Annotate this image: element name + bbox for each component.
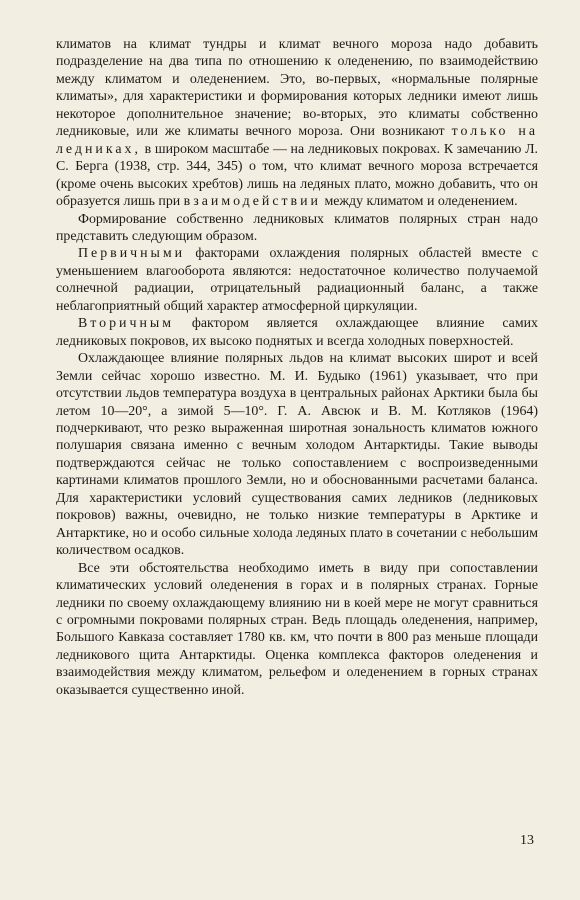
- spaced-emphasis: взаимодействии: [183, 194, 321, 210]
- paragraph-3: [56, 245, 538, 315]
- text-run: факторами охлаждения полярных областей вместе с уменьшением влагооборота являются: недостаточное количество получаемой солнечной радиации, отрицательный радиационный баланс, а также неблагоприятный общий характер атмосферной циркуляции.: [56, 246, 538, 314]
- text-run: Охлаждающее влияние полярных льдов на климат высоких широт и всей Земли сейчас хорошо известно. М. И. Будыко (1961) указывает, что при отсутствии льдов температура воздуха в центральных районах Арктики была бы летом 10—20°, а зимой 5—10°. Г. А. Авсюк и В. М. Котляков (1964) подчеркивают, что резко выраженная широтная зональность климатов южного полушария связана именно с вечным холодом Антарктиды. Такие выводы подтверждаются сейчас не только сопоставлением с воспроизведенными картинами климатов прошлого Земли, но и обоснованными расчетами баланса. Для характеристики условий существования самих ледников (ледниковых покровов) важны, очевидно, не только низкие температуры в Арктике и Антарктике, но и особо сильные холода ледяных плато в сочетании с небольшим количеством осадков.: [56, 351, 538, 559]
- paragraph-1: [56, 36, 538, 211]
- spaced-emphasis: Первичными: [78, 246, 186, 262]
- body-text: [56, 36, 538, 699]
- paragraph-6: [56, 560, 538, 700]
- text-run: климатов на климат тундры и климат вечного мороза надо добавить подразделение на два типа по отношению к оледенению, по взаимодействию между климатом и оледенением. Это, во-первых, «нормальные полярные климаты», для характеристики и формирования которых ледники имеют лишь некоторое дополнительное значение; во-вторых, это климаты собственно ледниковые, или же климаты вечного мороза. Они возникают: [56, 37, 538, 140]
- text-run: Все эти обстоятельства необходимо иметь в виду при сопоставлении климатических условий оледенения в горах и в полярных странах. Горные ледники по своему охлаждающему влиянию ни в коей мере не могут сравниться с огромными покровами полярных стран. Ведь площадь оледенения, например, Большого Кавказа составляет 1780 кв. км, что почти в 800 раз меньше площади ледникового щита Антарктиды. Оценка комплекса факторов оледенения и взаимодействия между климатом, рельефом и оледенением в горных странах оказывается существенно иной.: [56, 560, 538, 698]
- text-run: Формирование собственно ледниковых климатов полярных стран надо представить следующим образом.: [56, 211, 538, 244]
- page-number: 13: [520, 833, 534, 848]
- text-run: в широком масштабе — на ледниковых покровах. К замечанию Л. С. Берга (1938, стр. 344, 345) о том, что климат вечного мороза встречается (кроме очень высоких хребтов) лишь на ледяных плато, можно добавить, что он образуется лишь при: [56, 141, 538, 210]
- text-run: между климатом и оледенением.: [320, 194, 518, 210]
- text-run: фактором является охлаждающее влияние самих ледниковых покровов, их высоко поднятых и всегда холодных поверхностей.: [56, 316, 538, 349]
- paragraph-2: [56, 211, 538, 246]
- spaced-emphasis: Вторичным: [78, 316, 175, 332]
- paragraph-5: [56, 350, 538, 559]
- spaced-emphasis: только на ледниках,: [56, 124, 538, 157]
- paragraph-4: [56, 315, 538, 350]
